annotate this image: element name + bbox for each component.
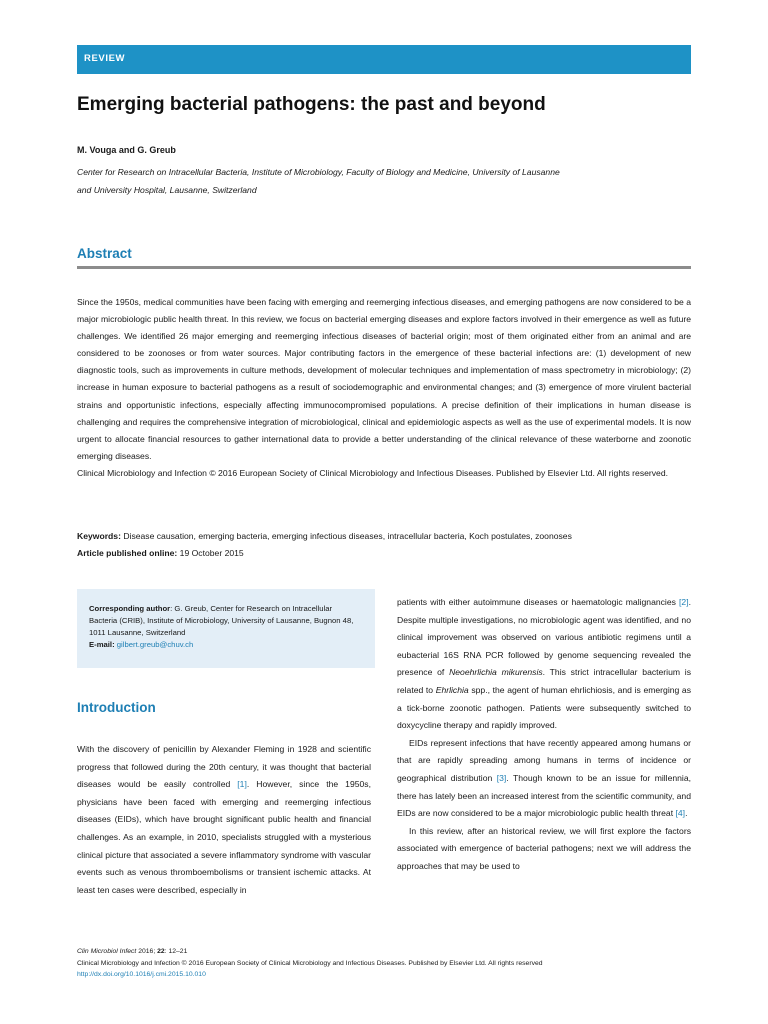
corresponding-author-text bbox=[89, 603, 359, 651]
corresponding-author-label: Corresponding author bbox=[89, 604, 171, 613]
abstract-divider bbox=[77, 266, 691, 269]
reference-link-3[interactable]: [3] bbox=[496, 772, 507, 783]
abstract-body bbox=[77, 294, 691, 482]
keywords-value: Disease causation, emerging bacteria, emerging infectious diseases, intracellular bacteria, Koch postulates, zoonoses bbox=[123, 531, 572, 541]
authors: M. Vouga and G. Greub bbox=[77, 145, 176, 155]
email-label: E-mail: bbox=[89, 640, 115, 649]
abstract-copyright: Clinical Microbiology and Infection © 2016 European Society of Clinical Microbiology and Infectious Diseases. Published by Elsevier Ltd. All rights reserved. bbox=[77, 467, 669, 478]
page-footer bbox=[77, 946, 691, 981]
published-online bbox=[77, 545, 691, 562]
species-neoehrlichia: Neoehrlichia mikurensis bbox=[449, 667, 543, 678]
right-text-c: . This strict intracellular bacterium is related to bbox=[397, 667, 691, 695]
affiliation-line-1: Center for Research on Intracellular Bacteria, Institute of Microbiology, Faculty of Biology and Medicine, University of Lausanne bbox=[77, 167, 560, 177]
affiliation-line-2: and University Hospital, Lausanne, Switzerland bbox=[77, 185, 257, 195]
footer-doi-link[interactable]: http://dx.doi.org/10.1016/j.cmi.2015.10.010 bbox=[77, 971, 206, 978]
footer-pages: : 12–21 bbox=[164, 948, 188, 955]
right-paragraph-1 bbox=[397, 594, 691, 735]
corresponding-author-address: : G. Greub, Center for Research on Intracellular Bacteria (CRIB), Institute of Microbiology, University of Lausanne, Bugnon 48, 1011 Lausanne, Switzerland bbox=[89, 604, 354, 637]
right-paragraph-2 bbox=[397, 735, 691, 823]
right-text-d: spp., the agent of human ehrlichiosis, and is emerging as a tick-borne zoonotic pathogen. Patients were subsequently switched to doxycycline therapy and rapidly improved. bbox=[397, 684, 692, 731]
reference-link-1[interactable]: [1] bbox=[237, 779, 247, 790]
keywords bbox=[77, 528, 691, 545]
footer-volume: 22 bbox=[157, 948, 165, 955]
abstract-text: Since the 1950s, medical communities have been facing with emerging and reemerging infectious diseases, and emerging pathogens are now considered to be a major microbiologic public health threat. In this review, we focus on bacterial emerging diseases and explore factors involved in their emergence as well as future challenges. We identified 26 major emerging and reemerging infectious diseases of bacterial origin; most of them originated either from an animal and are considered to be zoonoses or from water sources. Major contributing factors in the emergence of these bacterial infections are: (1) development of new diagnostic tools, such as improvements in culture methods, development of molecular techniques and implementation of mass spectrometry in microbiology; (2) increase in human exposure to bacterial pathogens as a result of sociodemographic and environmental changes; and (3) emergence of more virulent bacterial strains and opportunistic infections, especially affecting immunocompromised populations. A precise definition of their implications in human disease is challenging and requires the comprehensive integration of microbiological, clinical and epidemiologic aspects as well as the use of experimental models. It is now urgent to allocate financial resources to gather international data to provide a better understanding of the clinical relevance of these waterborne and zoonotic emerging diseases. bbox=[77, 297, 691, 461]
corresponding-author-box bbox=[77, 589, 375, 668]
published-label: Article published online: bbox=[77, 548, 178, 558]
affiliation bbox=[77, 163, 677, 199]
reference-link-4[interactable]: [4] bbox=[675, 808, 686, 819]
right-column bbox=[397, 594, 691, 876]
email-link[interactable]: gilbert.greub@chuv.ch bbox=[116, 640, 194, 649]
article-title: Emerging bacterial pathogens: the past and beyond bbox=[77, 94, 546, 115]
right-text-a: patients with either autoimmune diseases or haematologic malignancies bbox=[397, 597, 680, 607]
genus-ehrlichia: Ehrlichia bbox=[435, 684, 469, 695]
introduction-heading: Introduction bbox=[77, 700, 156, 715]
right-paragraph-3: In this review, after an historical review, we will first explore the factors associated with emergence of bacterial pathogens; next we will address the approaches that may be used to bbox=[397, 825, 691, 871]
right-p2-text-a: EIDs represent infections that have recently appeared among humans or that are rapidly spreading among humans in terms of incidence or geographical distribution bbox=[397, 737, 691, 783]
reference-link-2[interactable]: [2] bbox=[679, 597, 689, 607]
right-p2-text-b: . Though known to be an issue for millennia, there has lately been an increased interest from the scientific community, and EIDs are now considered to be a major microbiologic public health threat bbox=[397, 772, 692, 819]
keywords-label: Keywords: bbox=[77, 531, 121, 541]
footer-year: 2016; bbox=[136, 948, 158, 955]
footer-copyright: Clinical Microbiology and Infection © 2016 European Society of Clinical Microbiology and Infectious Diseases. Published by Elsevier Ltd. All rights reserved bbox=[77, 959, 543, 967]
review-label: REVIEW bbox=[84, 53, 126, 64]
right-p2-text-c: . bbox=[685, 808, 688, 819]
intro-text-b: . However, since the 1950s, physicians have been faced with emerging and reemerging infectious diseases (EIDs), which have brought significant public health and financial challenges. As an example, in 2010, specialists struggled with a mysterious clinical picture that associated a severe inflammatory syndrome with vascular events such as venous thromboembolisms or transient ischemic attacks. At least ten cases were described, especially in bbox=[77, 779, 371, 895]
introduction-left-column bbox=[77, 741, 371, 899]
abstract-heading: Abstract bbox=[77, 246, 132, 261]
published-date: 19 October 2015 bbox=[179, 548, 244, 558]
review-banner bbox=[77, 45, 691, 74]
right-text-b: . Despite multiple investigations, no microbiologic agent was identified, and no clinical improvement was observed on various antibiotic regimens until a eubacterial 16S RNA PCR followed by genome sequencing revealed the presence of bbox=[397, 597, 691, 678]
introduction-paragraph-1 bbox=[77, 741, 371, 899]
footer-journal: Clin Microbiol Infect bbox=[77, 948, 137, 955]
intro-text-a: With the discovery of penicillin by Alexander Fleming in 1928 and scientific progress that followed during the 20th century, it was thought that bacterial diseases would be easily controlled bbox=[77, 744, 371, 790]
footer-citation bbox=[77, 946, 691, 958]
